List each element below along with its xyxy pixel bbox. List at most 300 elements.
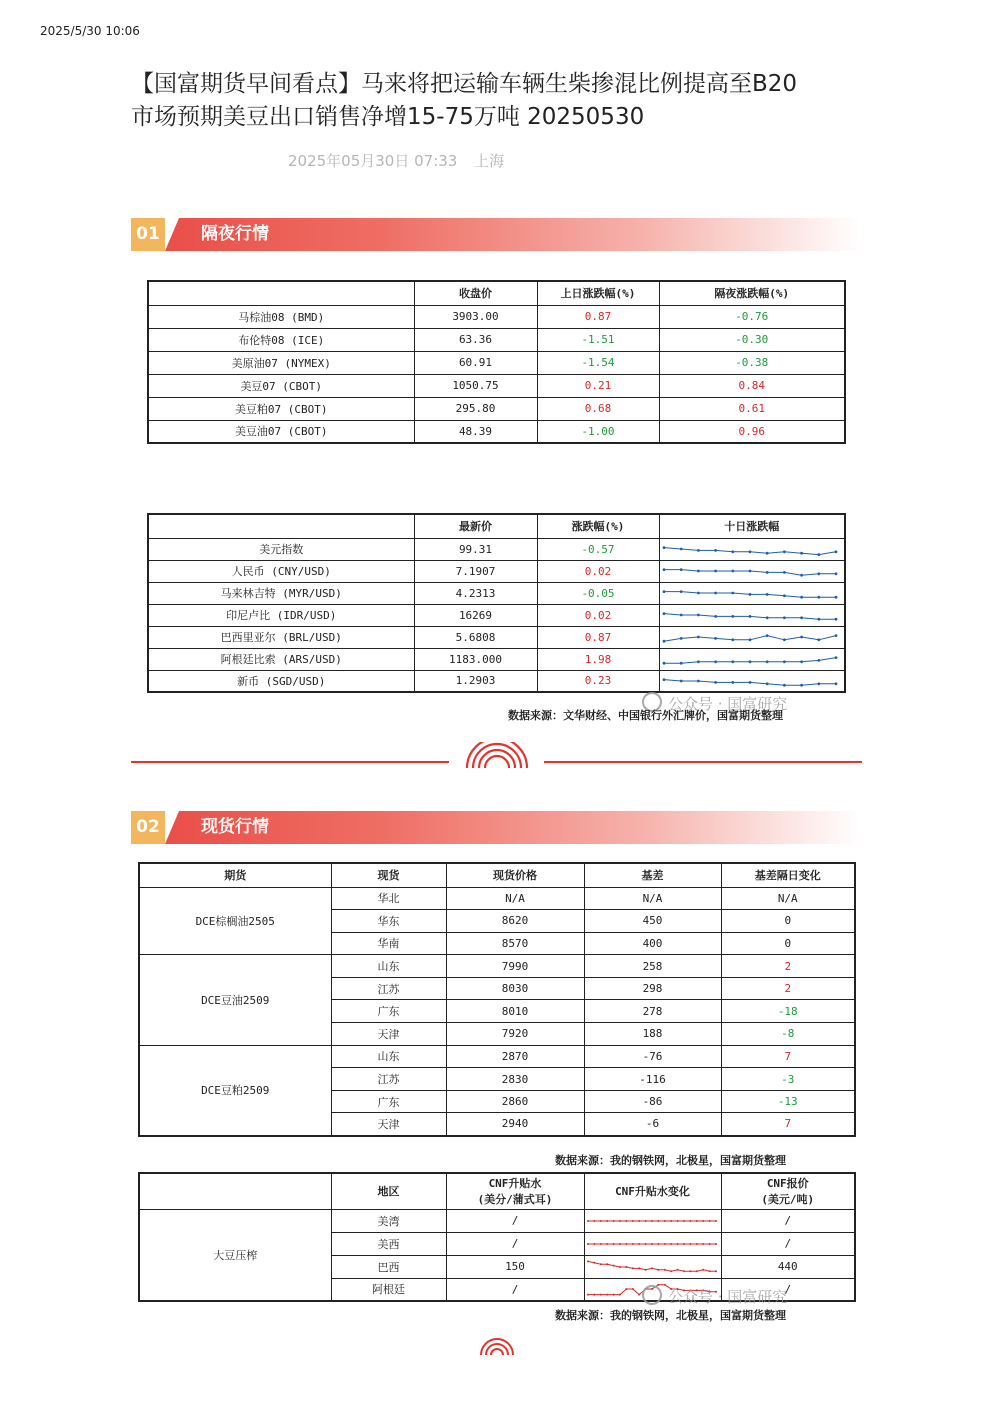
basis: 278	[584, 1000, 721, 1023]
trend-point	[606, 1263, 608, 1265]
trend-point	[748, 660, 751, 663]
trend-point	[697, 614, 700, 617]
trend-point	[663, 1220, 665, 1222]
header-cell: 现货价格	[446, 863, 584, 887]
header-cell: 十日涨跌幅	[659, 514, 845, 538]
header-cell: 基差隔日变化	[721, 863, 855, 887]
trend-point	[731, 615, 734, 618]
trend-point	[748, 570, 751, 573]
latest-price: 5.6808	[414, 626, 537, 648]
change-percent: -0.57	[537, 538, 659, 560]
ten-day-trend-cell	[659, 626, 845, 648]
trend-point	[834, 618, 837, 621]
latest-price: 7.1907	[414, 560, 537, 582]
trend-point	[697, 570, 700, 573]
trend-point	[708, 1243, 710, 1245]
trend-point	[679, 662, 682, 665]
table-row	[148, 420, 845, 443]
trend-sparkline	[660, 539, 840, 559]
trend-point	[800, 684, 803, 687]
trend-point	[714, 592, 717, 595]
section-divider-left	[131, 761, 449, 763]
basis: 298	[584, 977, 721, 1000]
trend-point	[697, 636, 700, 639]
watermark: 公众号 · 国富研究	[642, 692, 787, 714]
section-header-spot	[131, 811, 861, 844]
trend-point	[731, 592, 734, 595]
cnf-change-trend-cell	[584, 1255, 721, 1278]
trend-point	[834, 572, 837, 575]
latest-price: 99.31	[414, 538, 537, 560]
trend-point	[679, 548, 682, 551]
trend-point	[593, 1243, 595, 1245]
trend-point	[587, 1260, 589, 1262]
trend-point	[662, 662, 665, 665]
trend-point	[599, 1220, 601, 1222]
spot-price: 2830	[446, 1068, 584, 1091]
spot-price: 7990	[446, 955, 584, 978]
spot-price-table	[138, 862, 856, 1137]
trend-point	[606, 1294, 608, 1296]
table-row	[139, 1209, 855, 1232]
title-line-1: 【国富期货早间看点】马来将把运输车辆生柴掺混比例提高至B20	[131, 71, 798, 97]
trend-point	[695, 1220, 697, 1222]
trend-point	[800, 636, 803, 639]
trend-sparkline	[660, 561, 840, 581]
spot-region: 山东	[331, 955, 446, 978]
trend-point	[631, 1288, 633, 1290]
trend-point	[748, 681, 751, 684]
trend-point	[817, 618, 820, 621]
trend-point	[714, 660, 717, 663]
trend-point	[834, 682, 837, 685]
trend-point	[587, 1294, 589, 1296]
basis-change: -3	[721, 1068, 855, 1091]
trend-point	[625, 1266, 627, 1268]
trend-point	[748, 615, 751, 618]
trend-point	[612, 1294, 614, 1296]
basis-change: -13	[721, 1090, 855, 1113]
instrument-name: 美豆07 (CBOT)	[148, 374, 414, 397]
trend-point	[662, 568, 665, 571]
trend-point	[748, 638, 751, 641]
overnight-change: 0.96	[659, 420, 845, 443]
spot-price: 8030	[446, 977, 584, 1000]
basis-change: 2	[721, 955, 855, 978]
basis: 188	[584, 1023, 721, 1046]
ten-day-trend-cell	[659, 670, 845, 692]
prev-day-change: -1.51	[537, 328, 659, 351]
trend-point	[683, 1220, 685, 1222]
trend-point	[651, 1267, 653, 1269]
title-line-2: 市场预期美豆出口销售净增15-75万吨 20250530	[131, 104, 645, 130]
trend-line	[588, 1261, 716, 1271]
table-row	[139, 887, 855, 910]
cnf-premium: /	[446, 1209, 584, 1232]
trend-point	[817, 659, 820, 662]
section-divider-right	[544, 761, 862, 763]
spot-price: N/A	[446, 887, 584, 910]
table-row	[148, 305, 845, 328]
trend-point	[765, 660, 768, 663]
trend-point	[834, 634, 837, 637]
fx-source-note: 数据来源：文华财经、中国银行外汇牌价，国富期货整理	[508, 709, 783, 722]
trend-point	[638, 1294, 640, 1296]
spot-price: 2860	[446, 1090, 584, 1113]
futures-contract: DCE豆粕2509	[139, 1045, 331, 1135]
trend-point	[625, 1288, 627, 1290]
header-cell: 基差	[584, 863, 721, 887]
cnf-region: 阿根廷	[331, 1278, 446, 1301]
trend-point	[800, 574, 803, 577]
header-cell: 期货	[139, 863, 331, 887]
basis-change: 7	[721, 1045, 855, 1068]
trend-point	[689, 1243, 691, 1245]
table-row	[148, 670, 845, 692]
basis-change: 0	[721, 932, 855, 955]
trend-point	[670, 1243, 672, 1245]
header-cell: 上日涨跌幅(%)	[537, 281, 659, 305]
spot-price: 7920	[446, 1023, 584, 1046]
trend-point	[663, 1243, 665, 1245]
header-cell	[139, 1173, 331, 1209]
trend-point	[783, 550, 786, 553]
trend-point	[708, 1220, 710, 1222]
latest-price: 4.2313	[414, 582, 537, 604]
trend-point	[765, 616, 768, 619]
instrument-name: 美豆油07 (CBOT)	[148, 420, 414, 443]
trend-point	[663, 1268, 665, 1270]
trend-point	[676, 1268, 678, 1270]
header-cell: 现货	[331, 863, 446, 887]
trend-point	[765, 682, 768, 685]
trend-point	[731, 660, 734, 663]
trend-sparkline	[660, 605, 840, 625]
spot-region: 广东	[331, 1000, 446, 1023]
instrument-name: 布伦特08 (ICE)	[148, 328, 414, 351]
instrument-name: 马棕油08 (BMD)	[148, 305, 414, 328]
header-cell: 收盘价	[414, 281, 537, 305]
header-cell	[148, 281, 414, 305]
header-cell: CNF升贴水 (美分/蒲式耳)	[446, 1173, 584, 1209]
header-cell: CNF报价 (美元/吨)	[721, 1173, 855, 1209]
trend-point	[638, 1243, 640, 1245]
trend-point	[606, 1243, 608, 1245]
trend-point	[662, 546, 665, 549]
table-row	[148, 560, 845, 582]
instrument-name: 美原油07 (NYMEX)	[148, 351, 414, 374]
cnf-quote: /	[721, 1278, 855, 1301]
trend-point	[638, 1267, 640, 1269]
trend-point	[714, 549, 717, 552]
spot-region: 江苏	[331, 1068, 446, 1091]
latest-price: 1183.000	[414, 648, 537, 670]
spot-price: 8010	[446, 1000, 584, 1023]
trend-point	[651, 1220, 653, 1222]
header-cell: CNF升贴水变化	[584, 1173, 721, 1209]
trend-point	[697, 679, 700, 682]
currency-name: 马来林吉特 (MYR/USD)	[148, 582, 414, 604]
trend-point	[606, 1220, 608, 1222]
header-cell: 隔夜涨跌幅(%)	[659, 281, 845, 305]
basis-change: 2	[721, 977, 855, 1000]
basis: -76	[584, 1045, 721, 1068]
wechat-icon	[642, 1285, 662, 1305]
trend-point	[619, 1294, 621, 1296]
trend-point	[765, 571, 768, 574]
prev-day-change: 0.68	[537, 397, 659, 420]
trend-point	[662, 640, 665, 643]
trend-point	[783, 571, 786, 574]
trend-point	[731, 638, 734, 641]
overnight-change: -0.38	[659, 351, 845, 374]
futures-contract: DCE棕榈油2505	[139, 887, 331, 955]
trend-point	[783, 638, 786, 641]
trend-point	[783, 660, 786, 663]
trend-point	[644, 1268, 646, 1270]
section-header-overnight	[131, 218, 861, 251]
trend-sparkline	[660, 649, 840, 669]
trend-point	[715, 1270, 717, 1272]
trend-point	[679, 614, 682, 617]
trend-point	[599, 1243, 601, 1245]
spot-price: 8620	[446, 910, 584, 933]
ten-day-trend-cell	[659, 648, 845, 670]
trend-point	[593, 1261, 595, 1263]
basis: N/A	[584, 887, 721, 910]
trend-point	[651, 1243, 653, 1245]
spot-region: 江苏	[331, 977, 446, 1000]
trend-point	[683, 1243, 685, 1245]
spot-region: 华北	[331, 887, 446, 910]
trend-point	[689, 1270, 691, 1272]
trend-point	[697, 660, 700, 663]
table-row	[148, 538, 845, 560]
section-number: 02	[131, 811, 165, 844]
trend-point	[697, 549, 700, 552]
trend-point	[644, 1243, 646, 1245]
trend-point	[612, 1264, 614, 1266]
currency-name: 阿根廷比索 (ARS/USD)	[148, 648, 414, 670]
trend-point	[783, 594, 786, 597]
cnf-quote: /	[721, 1232, 855, 1255]
trend-point	[676, 1220, 678, 1222]
overnight-change: -0.76	[659, 305, 845, 328]
trend-point	[662, 590, 665, 593]
change-percent: 0.87	[537, 626, 659, 648]
table-row	[148, 604, 845, 626]
trend-sparkline	[585, 1211, 719, 1231]
prev-day-change: 0.21	[537, 374, 659, 397]
basis: 450	[584, 910, 721, 933]
cnf-region: 美湾	[331, 1209, 446, 1232]
trend-point	[631, 1243, 633, 1245]
trend-point	[702, 1220, 704, 1222]
basis: -86	[584, 1090, 721, 1113]
cnf-quote: /	[721, 1209, 855, 1232]
change-percent: -0.05	[537, 582, 659, 604]
cloud-emblem-icon	[480, 1338, 514, 1356]
basis-change: -8	[721, 1023, 855, 1046]
prev-day-change: 0.87	[537, 305, 659, 328]
cnf-premium: /	[446, 1232, 584, 1255]
table-row	[148, 626, 845, 648]
table-row	[148, 328, 845, 351]
trend-sparkline	[660, 671, 840, 691]
basis-change: 7	[721, 1113, 855, 1136]
basis: -116	[584, 1068, 721, 1091]
close-price: 1050.75	[414, 374, 537, 397]
trend-point	[657, 1268, 659, 1270]
trend-point	[702, 1243, 704, 1245]
spot-price: 2940	[446, 1113, 584, 1136]
trend-point	[625, 1220, 627, 1222]
table-row	[148, 374, 845, 397]
trend-point	[817, 682, 820, 685]
trend-point	[697, 592, 700, 595]
header-cell: 涨跌幅(%)	[537, 514, 659, 538]
trend-point	[679, 679, 682, 682]
cnf-region: 美西	[331, 1232, 446, 1255]
latest-price: 16269	[414, 604, 537, 626]
trend-point	[587, 1243, 589, 1245]
table-row	[139, 955, 855, 978]
currency-name: 美元指数	[148, 538, 414, 560]
trend-point	[638, 1220, 640, 1222]
trend-point	[679, 568, 682, 571]
trend-point	[748, 593, 751, 596]
trend-point	[619, 1266, 621, 1268]
section-title: 隔夜行情	[201, 224, 269, 244]
trend-point	[683, 1270, 685, 1272]
trend-point	[631, 1220, 633, 1222]
trend-point	[783, 684, 786, 687]
trend-point	[593, 1294, 595, 1296]
cloud-emblem-icon	[465, 742, 529, 770]
watermark: 公众号 · 国富研究	[642, 1285, 787, 1307]
overnight-change: 0.84	[659, 374, 845, 397]
table-row	[139, 1045, 855, 1068]
trend-point	[765, 634, 768, 637]
trend-point	[619, 1243, 621, 1245]
instrument-name: 美豆粕07 (CBOT)	[148, 397, 414, 420]
trend-point	[689, 1220, 691, 1222]
basis: 258	[584, 955, 721, 978]
trend-point	[679, 590, 682, 593]
ten-day-trend-cell	[659, 604, 845, 626]
cnf-change-trend-cell	[584, 1232, 721, 1255]
cnf-source-note: 数据来源：我的钢铁网，北极星，国富期货整理	[555, 1309, 786, 1322]
ten-day-trend-cell	[659, 582, 845, 604]
table-row	[148, 648, 845, 670]
trend-point	[715, 1243, 717, 1245]
basis: 400	[584, 932, 721, 955]
change-percent: 0.02	[537, 560, 659, 582]
cnf-premium: /	[446, 1278, 584, 1301]
trend-point	[765, 593, 768, 596]
basis-change: 0	[721, 910, 855, 933]
trend-point	[817, 572, 820, 575]
trend-point	[612, 1243, 614, 1245]
trend-point	[599, 1263, 601, 1265]
trend-point	[800, 616, 803, 619]
trend-point	[800, 660, 803, 663]
trend-point	[619, 1220, 621, 1222]
cnf-change-trend-cell	[584, 1209, 721, 1232]
trend-point	[662, 678, 665, 681]
trend-point	[625, 1243, 627, 1245]
cnf-region: 巴西	[331, 1255, 446, 1278]
change-percent: 0.02	[537, 604, 659, 626]
trend-point	[708, 1270, 710, 1272]
trend-point	[765, 552, 768, 555]
table-row	[148, 397, 845, 420]
trend-sparkline	[660, 583, 840, 603]
close-price: 295.80	[414, 397, 537, 420]
trend-point	[800, 552, 803, 555]
currency-name: 人民币 (CNY/USD)	[148, 560, 414, 582]
section-number: 01	[131, 218, 165, 251]
trend-point	[612, 1220, 614, 1222]
trend-point	[695, 1270, 697, 1272]
table-row	[148, 351, 845, 374]
basis: -6	[584, 1113, 721, 1136]
trend-point	[731, 550, 734, 553]
spot-price: 8570	[446, 932, 584, 955]
spot-region: 山东	[331, 1045, 446, 1068]
trend-point	[657, 1220, 659, 1222]
currency-name: 巴西里亚尔 (BRL/USD)	[148, 626, 414, 648]
trend-point	[670, 1270, 672, 1272]
publish-date: 2025年05月30日 07:33	[288, 152, 458, 170]
change-percent: 0.23	[537, 670, 659, 692]
trend-point	[599, 1294, 601, 1296]
trend-sparkline	[585, 1257, 719, 1277]
ten-day-trend-cell	[659, 560, 845, 582]
publish-location: 上海	[474, 152, 505, 170]
trend-point	[817, 553, 820, 556]
header-cell: 地区	[331, 1173, 446, 1209]
trend-point	[834, 596, 837, 599]
article-title	[131, 68, 871, 134]
basis-change: -18	[721, 1000, 855, 1023]
trend-point	[748, 550, 751, 553]
ten-day-trend-cell	[659, 538, 845, 560]
trend-point	[593, 1220, 595, 1222]
overnight-change: 0.61	[659, 397, 845, 420]
print-timestamp: 2025/5/30 10:06	[40, 24, 140, 38]
fx-market-table	[147, 513, 846, 693]
trend-point	[587, 1220, 589, 1222]
trend-point	[702, 1268, 704, 1270]
spot-source-note: 数据来源：我的钢铁网，北极星，国富期货整理	[555, 1154, 786, 1167]
spot-region: 广东	[331, 1090, 446, 1113]
trend-point	[715, 1220, 717, 1222]
trend-point	[783, 616, 786, 619]
overnight-change: -0.30	[659, 328, 845, 351]
trend-point	[800, 596, 803, 599]
close-price: 3903.00	[414, 305, 537, 328]
article-meta	[288, 150, 516, 171]
latest-price: 1.2903	[414, 670, 537, 692]
cnf-premium: 150	[446, 1255, 584, 1278]
prev-day-change: -1.54	[537, 351, 659, 374]
spot-region: 华南	[331, 932, 446, 955]
product-name: 大豆压榨	[139, 1209, 331, 1301]
currency-name: 印尼卢比 (IDR/USD)	[148, 604, 414, 626]
currency-name: 新币 (SGD/USD)	[148, 670, 414, 692]
spot-region: 天津	[331, 1023, 446, 1046]
